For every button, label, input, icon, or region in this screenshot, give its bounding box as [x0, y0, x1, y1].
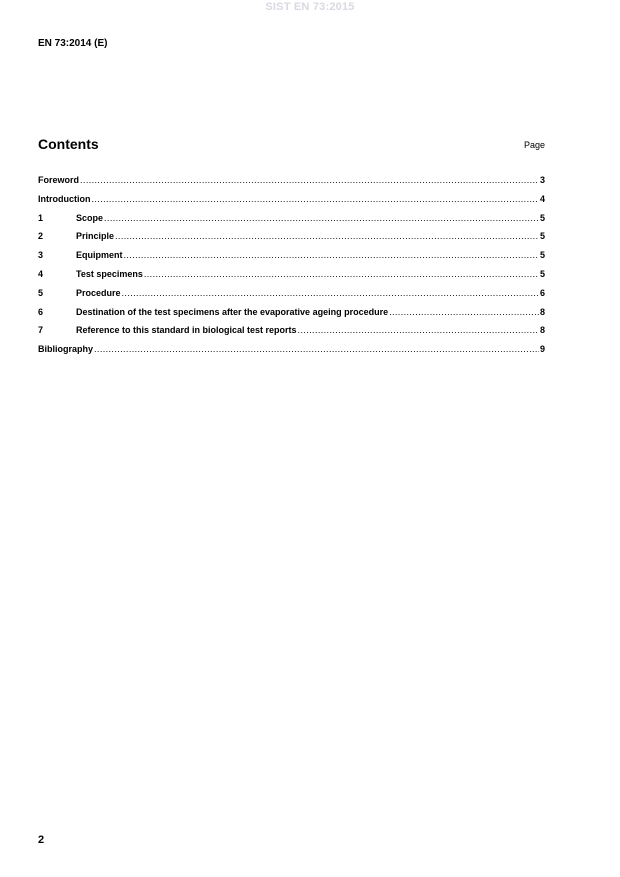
toc-entry-number: 7	[38, 325, 44, 336]
toc-entry-title: Reference to this standard in biological test reports	[76, 325, 297, 336]
toc-entry-procedure[interactable]	[38, 288, 545, 307]
toc-entry-number: 1	[38, 212, 44, 223]
toc-entry-bibliography[interactable]	[38, 344, 545, 363]
toc-entry-title: Procedure	[76, 287, 121, 298]
table-of-contents	[38, 175, 545, 363]
page-number: 2	[38, 834, 45, 846]
dot-leader	[104, 213, 539, 223]
toc-entry-foreword[interactable]	[38, 175, 545, 194]
dot-leader	[389, 307, 539, 317]
toc-entry-title: Principle	[76, 231, 115, 242]
toc-entry-scope[interactable]	[38, 213, 545, 232]
dot-leader	[115, 231, 539, 241]
toc-entry-title: Destination of the test specimens after the evaporative ageing procedure	[76, 306, 389, 317]
dot-leader	[92, 194, 539, 204]
toc-entry-reference[interactable]	[38, 325, 545, 344]
toc-entry-number: 2	[38, 231, 44, 242]
toc-entry-number: 3	[38, 250, 44, 261]
toc-entry-test-specimens[interactable]	[38, 269, 545, 288]
toc-entry-page: 9	[539, 344, 545, 355]
toc-entry-introduction[interactable]	[38, 194, 545, 213]
toc-entry-title: Bibliography	[38, 344, 94, 355]
dot-leader	[122, 288, 539, 298]
toc-entry-number: 4	[38, 268, 44, 279]
toc-entry-title: Test specimens	[76, 268, 143, 279]
dot-leader	[124, 250, 539, 260]
toc-entry-title: Scope	[76, 212, 104, 223]
toc-entry-title: Foreword	[38, 175, 80, 185]
toc-entry-page: 3	[539, 175, 545, 185]
toc-entry-title: Equipment	[76, 250, 123, 261]
dot-leader	[94, 344, 539, 354]
toc-entry-title: Introduction	[38, 193, 91, 204]
toc-entry-equipment[interactable]	[38, 250, 545, 269]
toc-entry-number: 5	[38, 287, 44, 298]
toc-entry-page: 5	[539, 212, 545, 223]
toc-entry-page: 5	[539, 231, 545, 242]
toc-entry-page: 4	[539, 193, 545, 204]
toc-entry-page: 8	[539, 306, 545, 317]
page-column-label: Page	[523, 140, 545, 150]
watermark-text: SIST EN 73:2015	[265, 1, 355, 13]
toc-entry-page: 8	[539, 325, 545, 336]
toc-entry-page: 5	[539, 268, 545, 279]
dot-leader	[144, 269, 539, 279]
toc-entry-page: 5	[539, 250, 545, 261]
document-reference: EN 73:2014 (E)	[38, 38, 108, 49]
toc-entry-number: 6	[38, 306, 44, 317]
toc-entry-principle[interactable]	[38, 231, 545, 250]
toc-entry-destination[interactable]	[38, 307, 545, 326]
toc-entry-page: 6	[539, 287, 545, 298]
dot-leader	[298, 325, 539, 335]
dot-leader	[80, 175, 539, 185]
contents-heading: Contents	[38, 136, 99, 152]
